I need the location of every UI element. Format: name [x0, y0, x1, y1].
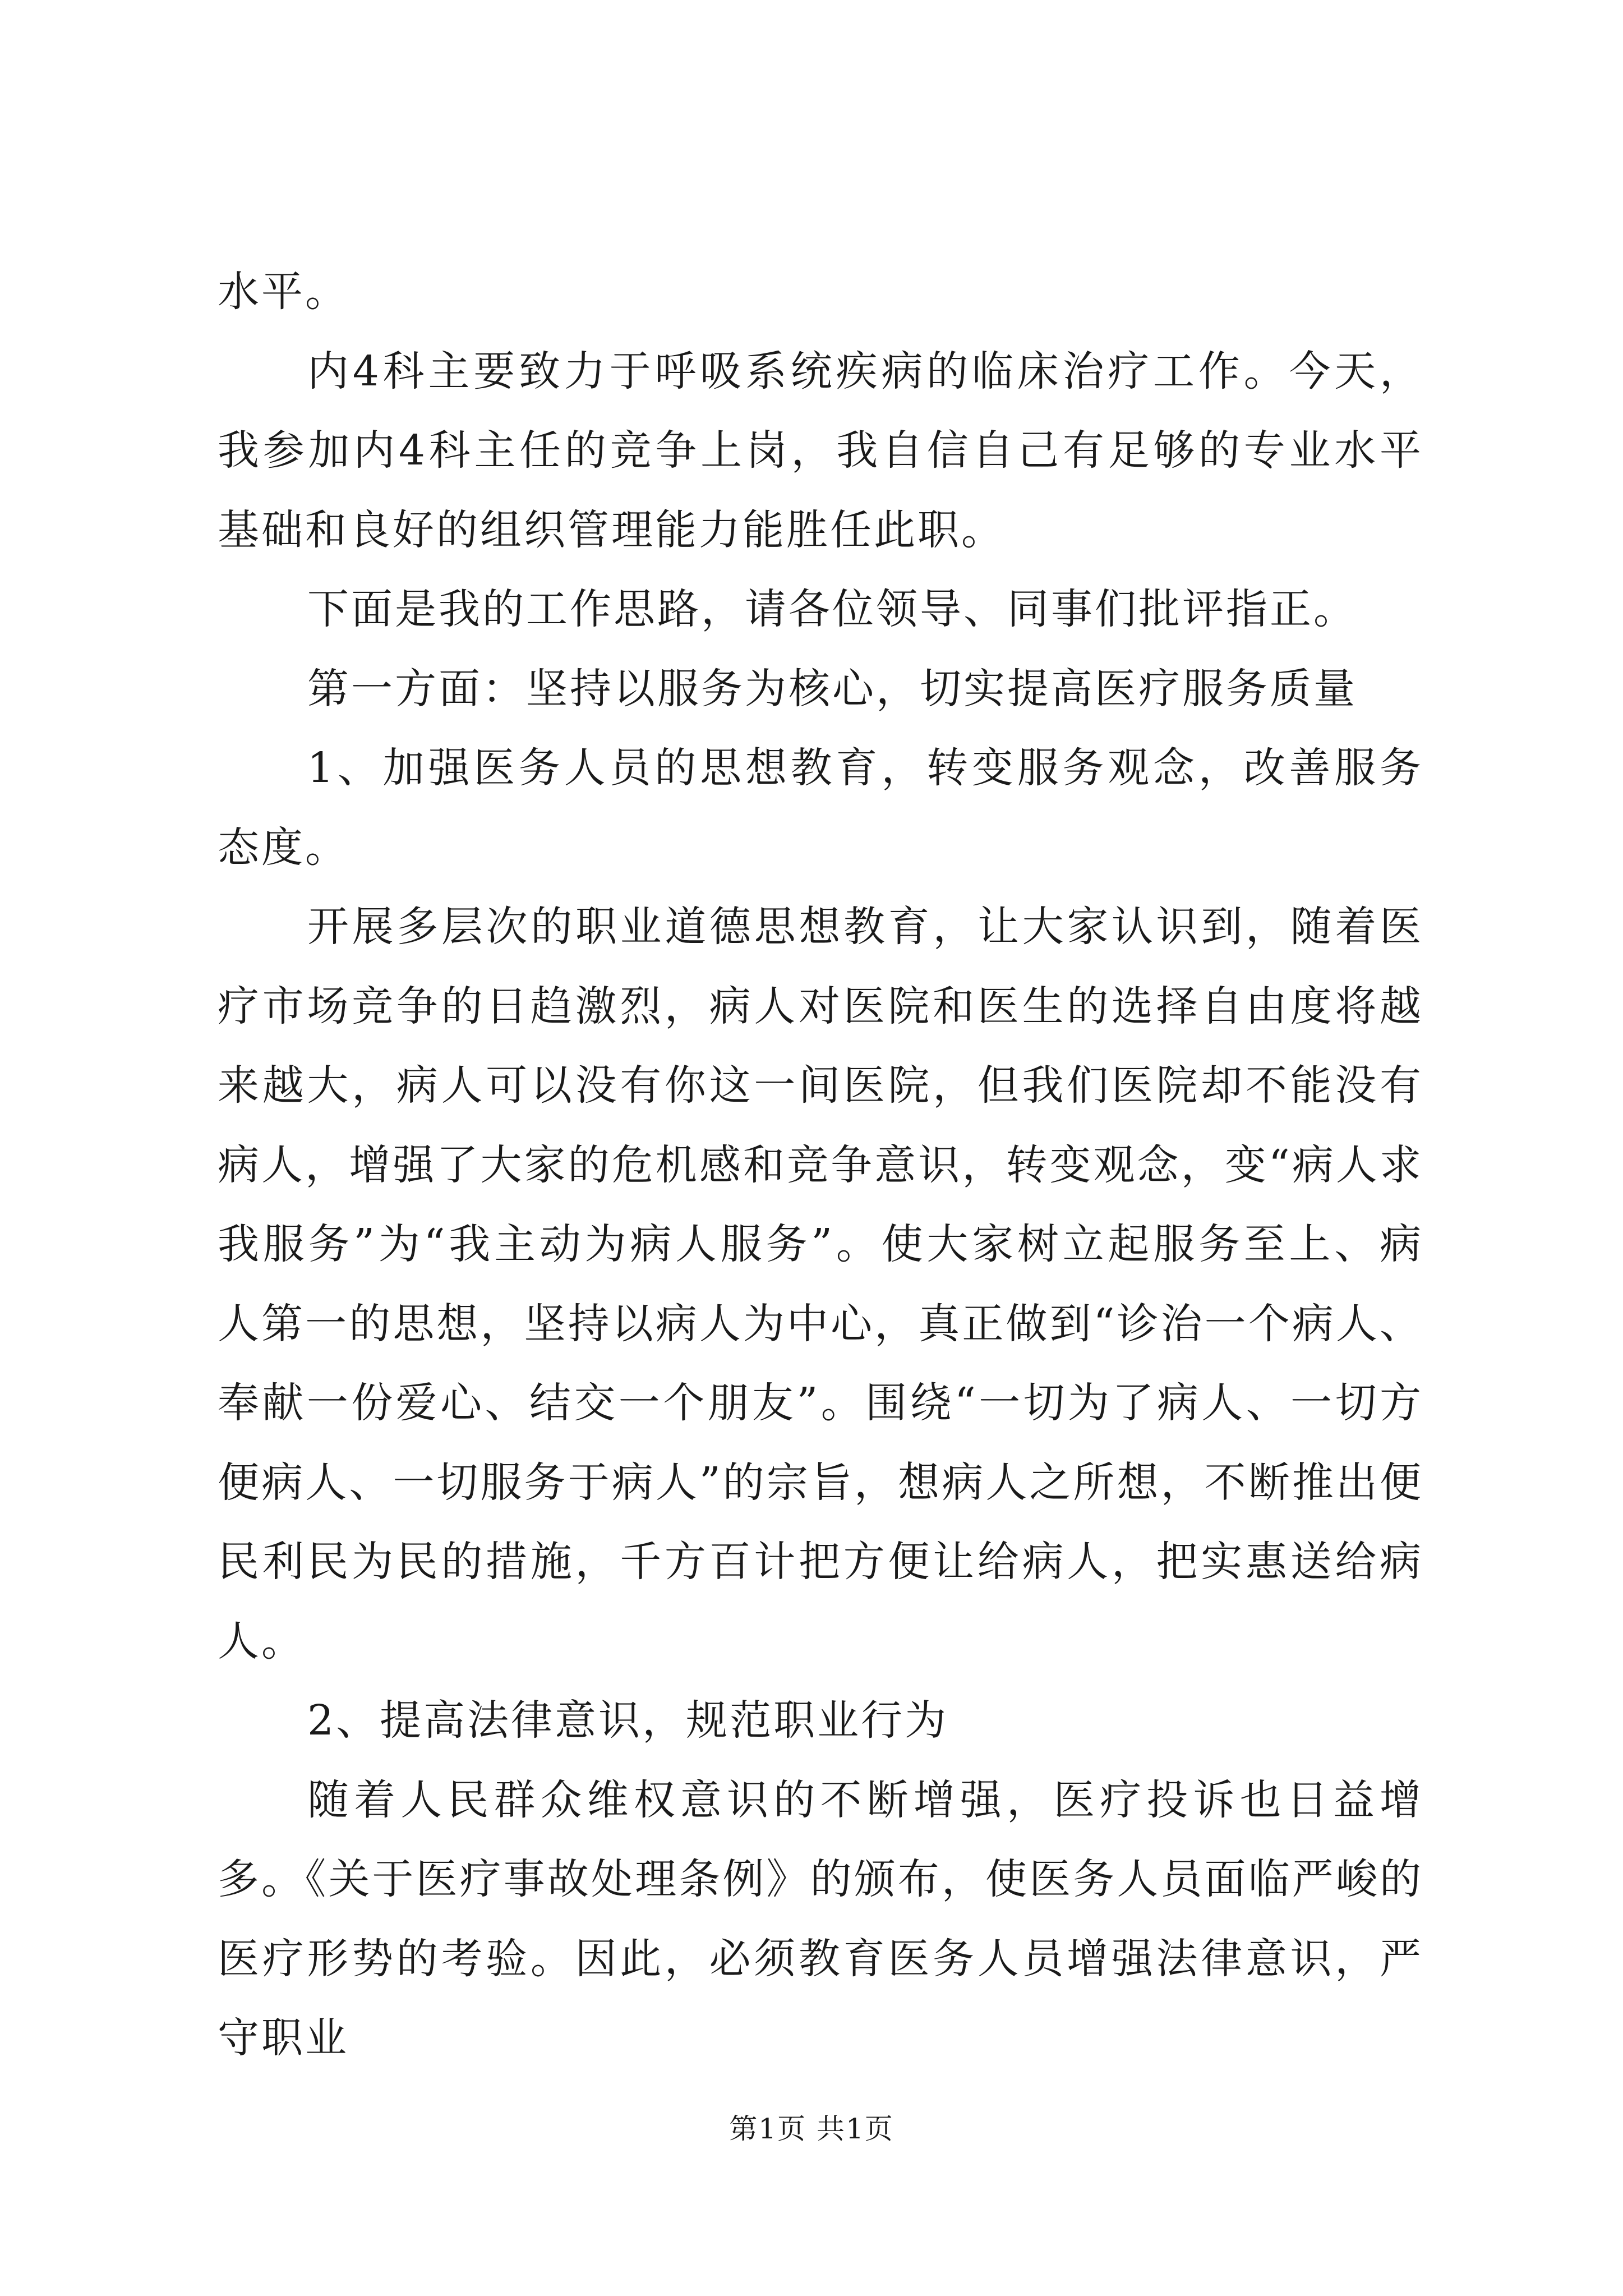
paragraph-3: 下面是我的工作思路，请各位领导、同事们批评指正。 [307, 585, 1357, 633]
paragraph-2: 内4科主要致力于呼吸系统疾病的临床治疗工作。今天，我参加内4科主任的竞争上岗，我自信自己有足够的专业水平基础和良好的组织管理能力能胜任此职。 [218, 347, 1423, 554]
paragraph-1: 水平。 [218, 268, 349, 316]
subsection-heading-1: 1、加强医务人员的思想教育，转变服务观念，改善服务态度。 [218, 744, 1423, 872]
page-footer: 第1页 共1页 [729, 2113, 894, 2145]
paragraph-4: 开展多层次的职业道德思想教育，让大家认识到，随着医疗市场竞争的日趋激烈，病人对医院和医生的选择自由度将越来越大，病人可以没有你这一间医院，但我们医院却不能没有病人，增强了大家的危机感和竞争意识，转变观念，变“病人求我服务”为“我主动为病人服务”。使大家树立起服务至上、病人第一的思想，坚持以病人为中心，真正做到“诊治一个病人、奉献一份爱心、结交一个朋友”。围绕“一切为了病人、一切方便病人、一切服务于病人”的宗旨，想病人之所想，不断推出便民利民为民的措施，千方百计把方便让给病人，把实惠送给病人。 [218, 903, 1423, 1665]
document-body [218, 252, 1423, 2078]
section-heading-1: 第一方面：坚持以服务为核心，切实提高医疗服务质量 [307, 664, 1357, 713]
paragraph-5: 随着人民群众维权意识的不断增强，医疗投诉也日益增多。《关于医疗事故处理条例》的颁布，使医务人员面临严峻的医疗形势的考验。因此，必须教育医务人员增强法律意识，严守职业 [218, 1775, 1423, 2062]
subsection-heading-2: 2、提高法律意识，规范职业行为 [307, 1696, 949, 1745]
